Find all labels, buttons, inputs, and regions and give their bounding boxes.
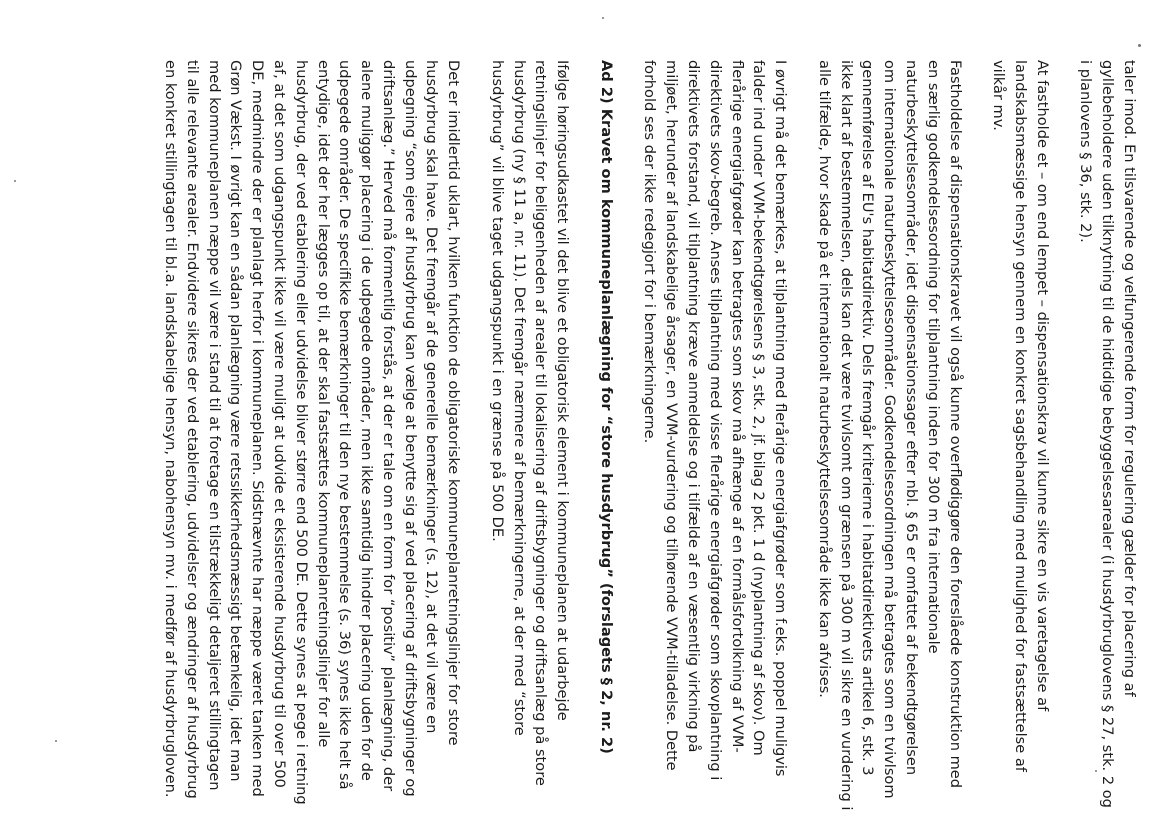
paragraph-4 (639, 60, 792, 820)
text-line: naturbeskyttelsesområder, idet dispensationssager efter nbl. § 65 er omfattet af bekendtgørelsen (903, 60, 921, 776)
text-line: til alle relevante arealer. Endvidere sikres der ved etablering, udvidelser og ændringer af husdyrbrug (183, 60, 201, 799)
document-body (137, 60, 1140, 820)
text-line: alene muliggør placering i de udpegede områder, men ikke samtidig hindrer placering uden for de (358, 60, 376, 781)
text-line: driftsanlæg.” Herved må formentlig forstås, at der er tale om en form for “positiv” planlægning, der (379, 60, 397, 792)
section-paragraph-1 (486, 60, 573, 820)
text-line: vilkår mv. (990, 60, 1008, 131)
text-line: af, at det som udgangspunkt ikke vil være muligt at udvide et eksisterende husdyrbrug til over 500 (270, 60, 288, 788)
text-line: miljøet, herunder af landskabelige årsager, en VVM-vurdering og tilhørende VVM-tilladelse. Dette (663, 60, 681, 771)
text-line: husdyrbrug skal have. Det fremgår af de generelle bemærkninger (s. 12), at det vil være en (423, 60, 441, 734)
scan-speck (14, 180, 16, 182)
text-line: husdyrbrug (ny § 11 a, nr. 11). Det fremgår nærmere af bemærkningerne, at der med “store (510, 60, 528, 736)
text-line: direktivets forstand, vil tilplantning kræve anmeldelse og i tilfælde af en væsentlig virkning på (685, 60, 703, 753)
text-line: gennemførelse af EU's habitatdirektiv. Dels fremgår kriterierne i habitatdirektivets artikel 6, stk. 3 (859, 60, 877, 776)
scan-speck (55, 740, 57, 742)
text-line: med kommuneplanen næppe vil være i stand til at foretage en tilstrækkeligt detaljeret stillingtagen (205, 60, 223, 791)
scan-speck (602, 17, 604, 19)
text-line: entydige, idet der her lægges op til, at der skal fastsættes kommuneplanretningslinjer for alle (314, 60, 332, 748)
text-line: I øvrigt må det bemærkes, at tilplantning med flerårige energiafgrøder som f.eks. poppel muligvis (772, 60, 790, 777)
text-line: udpegede områder. De specifikke bemærkninger til den nye bestemmelse (s. 36) synes ikke helt så (336, 60, 354, 790)
paragraph-3 (813, 60, 966, 820)
text-line: husdyrbrug” vil blive taget udgangspunkt i en grænse på 500 DE. (488, 60, 506, 542)
paragraph-2 (987, 60, 1052, 820)
text-line: taler imod. En tilsvarende og velfungerende form for regulering gælder for placering af (1121, 60, 1138, 697)
text-line: om internationale naturbeskyttelsesområder. Godkendelsesordningen må betragtes som en tvivlsom (881, 60, 899, 799)
text-line: alle tilfælde, hvor skade på et internationalt naturbeskyttelsesområde ikke kan afvises. (815, 60, 833, 698)
text-line: husdyrbrug, der ved etablering eller udvidelse bliver større end 500 DE. Dette synes at pege i retning (292, 60, 310, 805)
text-line: DE, medmindre der er planlagt herfor i kommuneplanen. Sidstnævnte har næppe været tanken med (249, 60, 267, 797)
scan-speck (1138, 44, 1141, 47)
section-heading: Ad 2) Kravet om kommuneplanlægning for “store husdyrbrug” (forslagets § 2, nr. 2) (597, 60, 615, 754)
text-line: Ifølge høringsudkastet vil det blive et obligatorisk element i kommuneplanen at udarbejde (554, 60, 572, 721)
text-line: en særlig godkendelsesordning for tilplantning inden for 300 m fra internationale (924, 60, 942, 654)
text-line: flerårige energiafgrøder kan betragtes som skov må afhænge af en formålsfortolkning af VVM- (728, 60, 746, 753)
text-line: ikke klart af bestemmelsen, dels kan det være tvivlsomt om grænsen på 300 m vil sikre en vurdering i (837, 60, 855, 811)
text-line: Det er imidlertid uklart, hvilken funktion de obligatoriske kommuneplanretningslinjer for store (445, 60, 463, 746)
text-line: forhold ses der ikke redegjort for i bemærkningerne. (641, 60, 659, 444)
text-line: landskabsmæssige hensyn gennem en konkret sagsbehandling med mulighed for fastsættelse af (1012, 60, 1030, 772)
text-line: direktivets skov-begreb. Anses tilplantning med visse flerårige energiafgrøder som skovplantning i (706, 60, 724, 781)
text-line: Grøn Vækst. I øvrigt kan en sådan planlægning være retssikkerhedsmæssigt betænkelig, idet man (227, 60, 245, 782)
text-line: i planlovens § 36, stk. 2). (1077, 60, 1095, 243)
text-line: gyllebeholdere uden tilknytning til de hidtidige bebyggelsesarealer (i husdyrbruglovens § 27, stk. 2 og (1099, 60, 1117, 808)
text-line: falder ind under VVM-bekendtgørelsens § 3, stk. 2, jf. bilag 2 pkt. 1 d (nyplantning af skov). Om (750, 60, 768, 756)
paragraph-1 (1075, 60, 1140, 820)
text-line: udpegning “som ejere af husdyrbrug kan vælge at benytte sig af ved placering af driftsbygninger og (401, 60, 419, 797)
scan-speck (1095, 770, 1097, 772)
text-line: At fastholde et – om end lempet – dispensationskrav vil kunne sikre en vis varetagelse af (1033, 60, 1051, 712)
text-line: retningslinjer for beliggenheden af arealer til lokalisering af driftsbygninger og driftsanlæg på store (532, 60, 550, 786)
section-paragraph-2 (159, 60, 464, 820)
text-line: Fastholdelse af dispensationskravet vil også kunne overflødiggøre den foreslåede konstruktion med (946, 60, 964, 789)
text-line: en konkret stillingtagen til bl.a. landskabelige hensyn, nabohensyn mv. i medfør af husdyrbrugloven. (161, 60, 179, 798)
